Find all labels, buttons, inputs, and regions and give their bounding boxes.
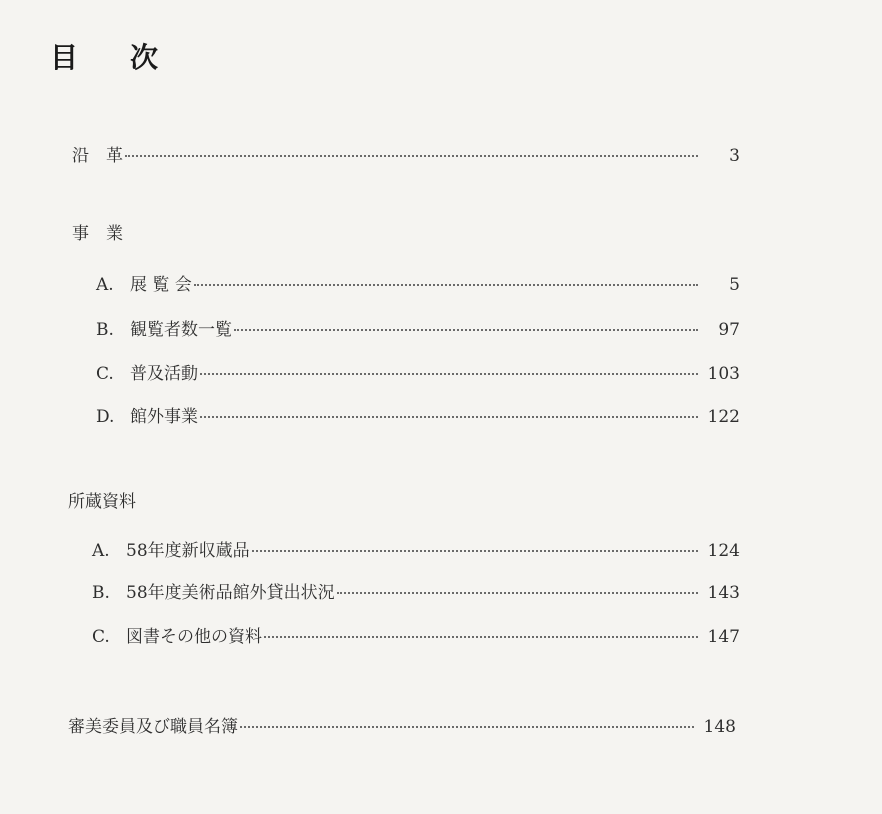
section-heading-jigyo: 事 業: [72, 224, 123, 244]
toc-entry-label: [92, 622, 262, 647]
toc-entry-page: 5: [729, 275, 740, 295]
dot-leader: [337, 592, 698, 594]
toc-entry-committee-staff: [68, 712, 736, 737]
toc-entry-text: 観覧者数一覧: [130, 320, 232, 340]
toc-entry-enkaku: [72, 141, 740, 166]
toc-entry-page: 103: [707, 364, 740, 384]
toc-entry-text: 58年度美術品館外貸出状況: [126, 583, 335, 603]
toc-entry-letter: D.: [96, 407, 115, 427]
dot-leader: [194, 284, 698, 286]
dot-leader: [264, 636, 698, 638]
title-char-2: 次: [130, 41, 159, 74]
toc-entry-text: 普及活動: [130, 364, 198, 384]
toc-entry-text: 図書その他の資料: [126, 627, 262, 647]
toc-entry-label: 審美委員及び職員名簿: [68, 717, 238, 737]
toc-entry-letter: B.: [96, 320, 114, 340]
title-char-1: 目: [50, 41, 79, 74]
toc-entry-library: [92, 622, 740, 647]
toc-entry-label: [92, 536, 250, 561]
toc-entry-label: [96, 359, 198, 384]
toc-entry-label: [92, 578, 335, 603]
toc-entry-new-acquisitions: [92, 536, 740, 561]
dot-leader: [234, 329, 698, 331]
toc-entry-page: 97: [718, 320, 740, 340]
toc-entry-label: [96, 315, 232, 340]
toc-entry-label: [96, 402, 198, 427]
page-title: [50, 36, 158, 76]
dot-leader: [240, 726, 694, 728]
toc-entry-page: 124: [707, 541, 740, 561]
dot-leader: [200, 416, 698, 418]
toc-entry-page: 122: [707, 407, 740, 427]
toc-entry-loans: [92, 578, 740, 603]
toc-entry-label: [96, 270, 192, 295]
toc-entry-visitors: [96, 315, 740, 340]
toc-entry-label: 沿 革: [72, 146, 123, 166]
toc-entry-text: 58年度新収蔵品: [126, 541, 250, 561]
toc-entry-letter: A.: [96, 275, 114, 295]
toc-entry-page: 147: [707, 627, 740, 647]
toc-entry-letter: C.: [92, 627, 110, 647]
dot-leader: [125, 155, 698, 157]
toc-entry-page: 148: [703, 717, 736, 737]
toc-entry-letter: B.: [92, 583, 110, 603]
dot-leader: [252, 550, 698, 552]
toc-entry-page: 143: [707, 583, 740, 603]
section-heading-collection: 所蔵資料: [68, 492, 136, 512]
toc-entry-letter: A.: [92, 541, 110, 561]
toc-entry-outreach: [96, 359, 740, 384]
dot-leader: [200, 373, 698, 375]
toc-entry-text: 館外事業: [130, 407, 198, 427]
toc-entry-text: 展 覧 会: [130, 275, 192, 295]
toc-entry-page: 3: [729, 146, 740, 166]
toc-entry-letter: C.: [96, 364, 114, 384]
toc-entry-exhibitions: [96, 270, 740, 295]
toc-entry-external-projects: [96, 402, 740, 427]
